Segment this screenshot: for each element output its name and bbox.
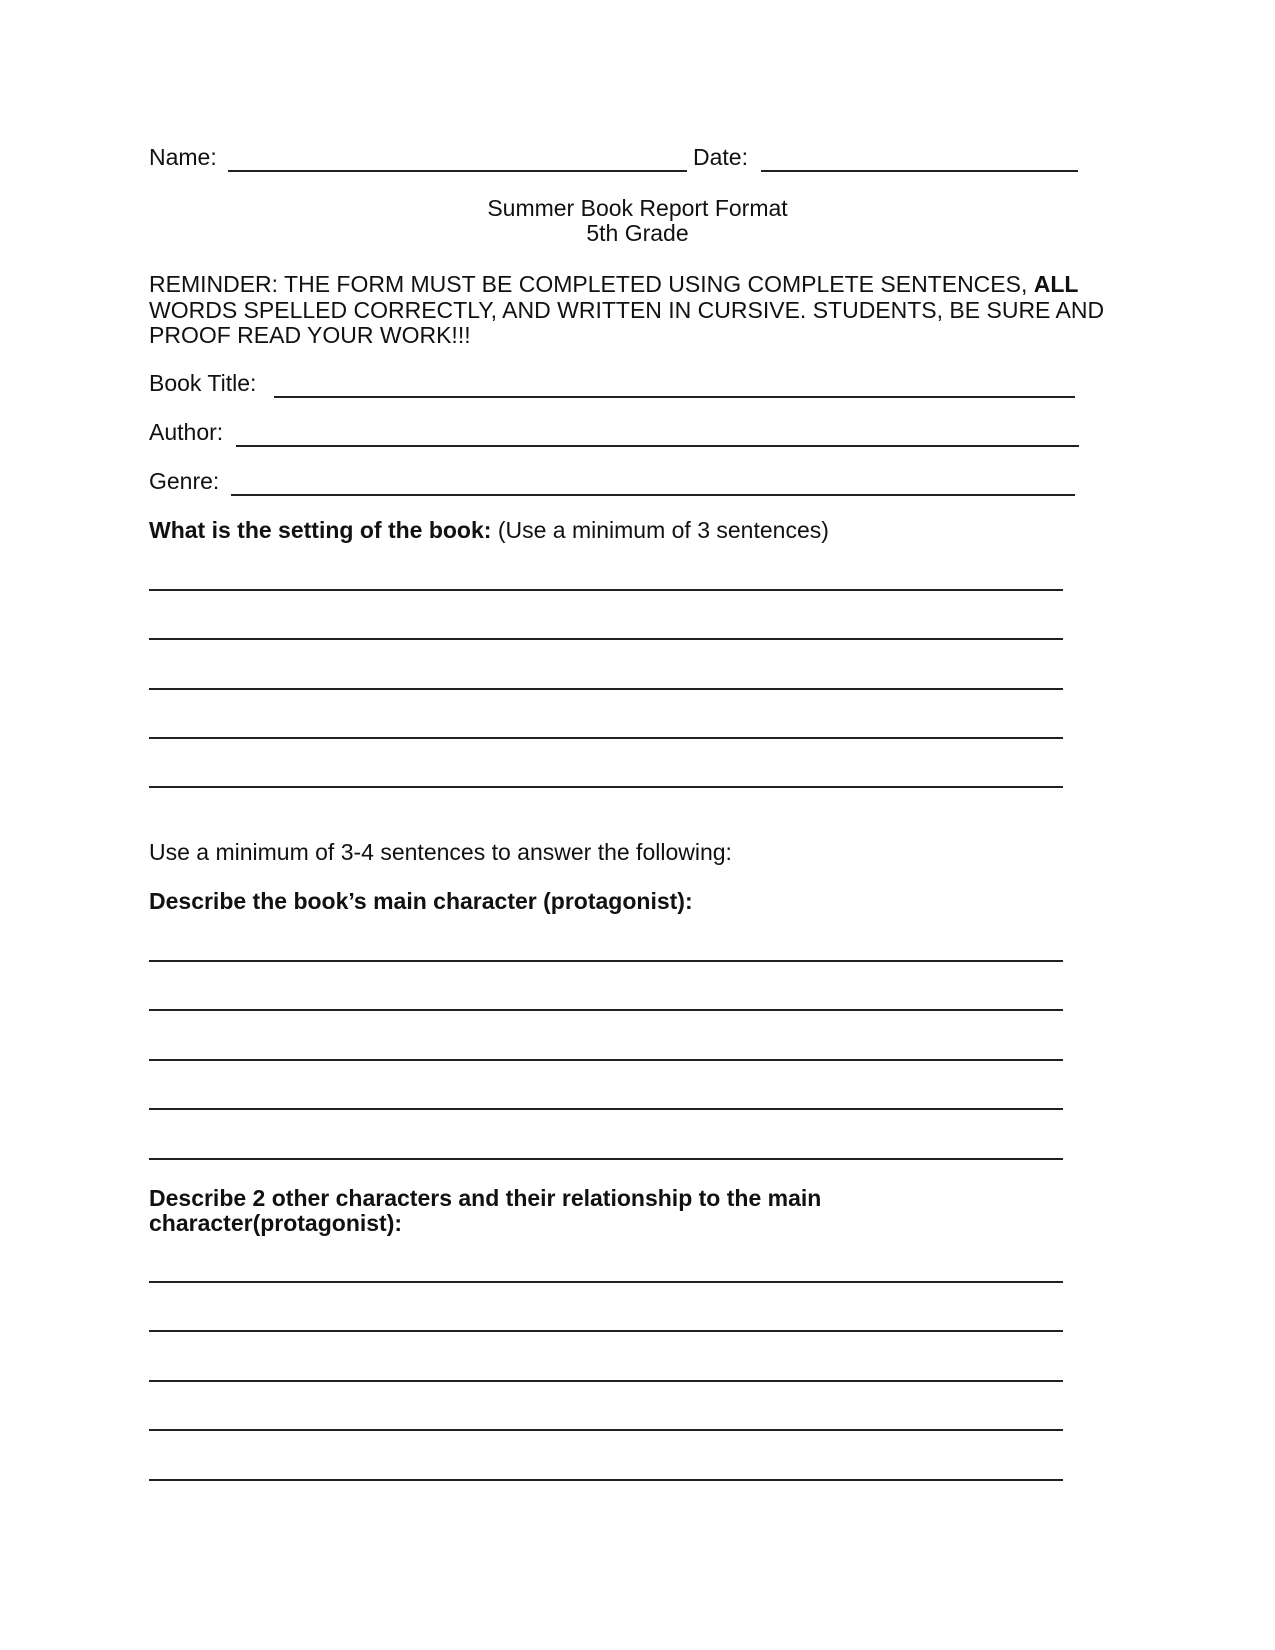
other-characters-question-line-2: character(protagonist): xyxy=(149,1210,403,1236)
setting-answer-line[interactable] xyxy=(149,589,1063,591)
other-characters-answer-line[interactable] xyxy=(149,1429,1063,1431)
main-character-answer-line[interactable] xyxy=(149,1108,1063,1110)
other-characters-answer-line[interactable] xyxy=(149,1281,1063,1283)
genre-row xyxy=(149,468,1079,498)
author-label: Author: xyxy=(149,419,224,445)
setting-answer-line[interactable] xyxy=(149,688,1063,690)
genre-field[interactable] xyxy=(231,494,1075,496)
page-title xyxy=(0,196,1275,246)
reminder-part-1: REMINDER: THE FORM MUST BE COMPLETED USING COMPLETE SENTENCES, xyxy=(149,271,1034,297)
author-row xyxy=(149,419,1079,449)
author-field[interactable] xyxy=(236,445,1079,447)
setting-answer-line[interactable] xyxy=(149,737,1063,739)
date-label: Date: xyxy=(693,144,748,170)
setting-answer-line[interactable] xyxy=(149,638,1063,640)
name-field[interactable] xyxy=(228,170,687,172)
setting-question-bold: What is the setting of the book: xyxy=(149,517,492,543)
main-character-answer-line[interactable] xyxy=(149,960,1063,962)
other-characters-answer-line[interactable] xyxy=(149,1330,1063,1332)
setting-answer-line[interactable] xyxy=(149,786,1063,788)
genre-label: Genre: xyxy=(149,468,220,494)
name-date-row xyxy=(149,144,1079,174)
book-title-row xyxy=(149,370,1079,400)
reminder-part-2: WORDS SPELLED CORRECTLY, AND WRITTEN IN CURSIVE. STUDENTS, BE SURE AND PROOF READ YOUR WORK!!! xyxy=(149,296,1105,348)
book-title-field[interactable] xyxy=(274,396,1075,398)
main-character-answer-line[interactable] xyxy=(149,1158,1063,1160)
other-characters-question-line-1: Describe 2 other characters and their relationship to the main xyxy=(149,1185,822,1211)
title-line-2: 5th Grade xyxy=(586,220,689,246)
reminder-text xyxy=(149,272,1149,349)
date-field[interactable] xyxy=(761,170,1078,172)
other-characters-answer-line[interactable] xyxy=(149,1380,1063,1382)
main-character-answer-line[interactable] xyxy=(149,1009,1063,1011)
sentence-instruction: Use a minimum of 3-4 sentences to answer the following: xyxy=(149,839,732,865)
other-characters-question xyxy=(149,1186,821,1236)
other-characters-answer-line[interactable] xyxy=(149,1479,1063,1481)
name-label: Name: xyxy=(149,144,217,170)
setting-question-note: (Use a minimum of 3 sentences) xyxy=(491,517,829,543)
title-line-1: Summer Book Report Format xyxy=(487,195,788,221)
main-character-question: Describe the book’s main character (protagonist): xyxy=(149,888,693,914)
main-character-answer-line[interactable] xyxy=(149,1059,1063,1061)
book-title-label: Book Title: xyxy=(149,370,257,396)
setting-question xyxy=(149,518,829,543)
reminder-emphasis: ALL xyxy=(1033,271,1079,297)
